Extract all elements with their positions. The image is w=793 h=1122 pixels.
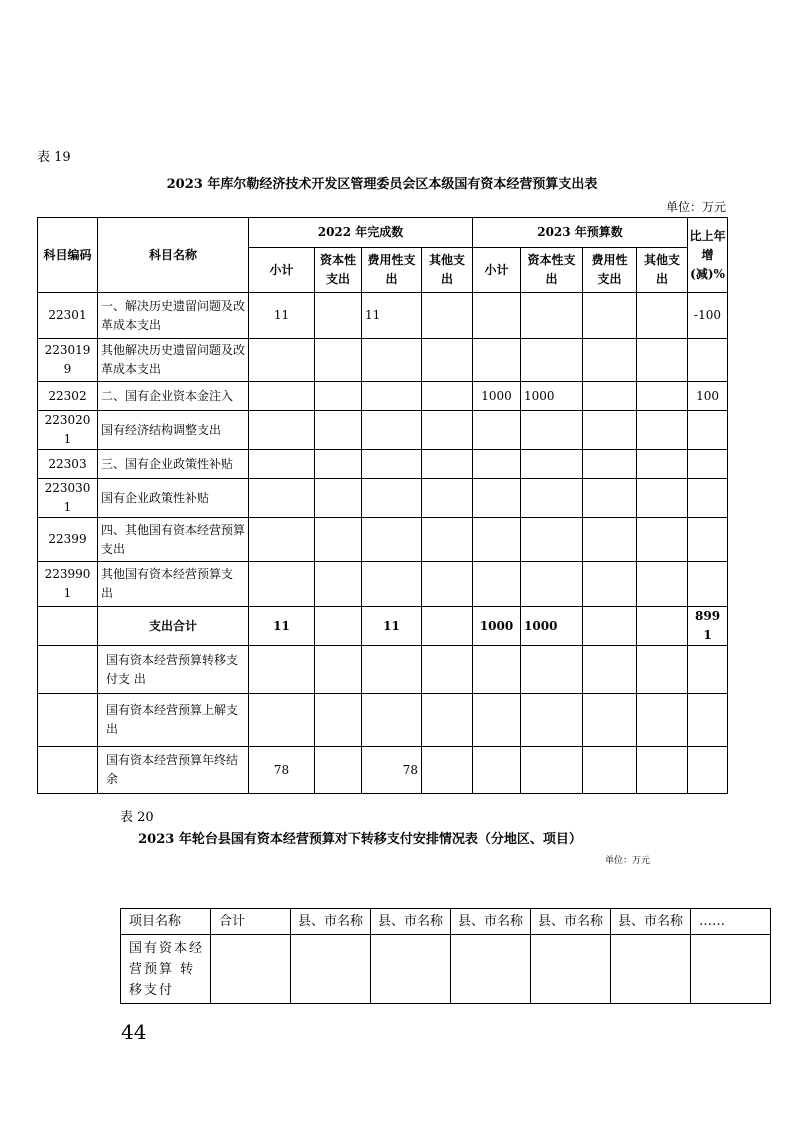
total-2023-capital: 1000	[521, 607, 583, 646]
table-20-label: 表 20	[120, 810, 154, 825]
cell-2023-expense	[583, 562, 637, 607]
row-name: 二、国有企业资本金注入	[98, 382, 249, 411]
cell-2023-other	[637, 411, 688, 450]
table-row	[38, 518, 728, 562]
cell-2023-other	[637, 646, 688, 694]
row-code: 2230301	[38, 479, 98, 518]
cell-2022-subtotal	[249, 694, 315, 747]
total-code	[38, 607, 98, 646]
table-row	[121, 935, 771, 1004]
row-code: 2230201	[38, 411, 98, 450]
table-row	[38, 450, 728, 479]
header-county: 县、市名称	[371, 909, 451, 935]
table-row	[38, 747, 728, 794]
row-name: 国有资本经营预算年终结余	[98, 747, 249, 794]
cell-2023-other	[637, 562, 688, 607]
row-name: 一、解决历史遗留问题及改革成本支出	[98, 293, 249, 339]
cell-2022-subtotal	[249, 646, 315, 694]
cell-change	[688, 747, 728, 794]
cell-change	[688, 694, 728, 747]
row-code	[38, 646, 98, 694]
table-19-title: 2023 年库尔勒经济技术开发区管理委员会区本级国有资本经营预算支出表	[166, 177, 598, 192]
cell-2022-capital	[315, 479, 362, 518]
cell-2023-other	[637, 450, 688, 479]
cell-2023-other	[637, 339, 688, 382]
cell-2023-capital	[521, 694, 583, 747]
cell-empty	[211, 935, 291, 1004]
total-change: 8991	[688, 607, 728, 646]
cell-2023-expense	[583, 518, 637, 562]
cell-2022-expense	[362, 339, 422, 382]
cell-2022-other	[422, 293, 473, 339]
cell-change	[688, 562, 728, 607]
total-2022-expense: 11	[362, 607, 422, 646]
cell-2023-subtotal	[473, 293, 521, 339]
cell-2022-subtotal	[249, 411, 315, 450]
cell-2022-expense: 78	[362, 747, 422, 794]
row-code: 22399	[38, 518, 98, 562]
row-code	[38, 694, 98, 747]
cell-empty	[691, 935, 771, 1004]
total-2023-subtotal: 1000	[473, 607, 521, 646]
cell-2023-other	[637, 382, 688, 411]
cell-2022-expense	[362, 562, 422, 607]
cell-2022-subtotal: 78	[249, 747, 315, 794]
header-code: 科目编码	[38, 218, 98, 293]
row-name: 国有企业政策性补贴	[98, 479, 249, 518]
total-2023-other	[637, 607, 688, 646]
row-code: 2239901	[38, 562, 98, 607]
cell-2022-subtotal	[249, 479, 315, 518]
cell-2022-expense	[362, 518, 422, 562]
cell-change	[688, 479, 728, 518]
cell-2022-capital	[315, 339, 362, 382]
row-name: 其他国有资本经营预算支 出	[98, 562, 249, 607]
row-name: 其他解决历史遗留问题及改革成本支出	[98, 339, 249, 382]
cell-empty	[611, 935, 691, 1004]
table-20-title: 2023 年轮台县国有资本经营预算对下转移支付安排情况表（分地区、项目）	[138, 832, 582, 847]
cell-2023-expense	[583, 293, 637, 339]
cell-2022-capital	[315, 293, 362, 339]
cell-2023-expense	[583, 339, 637, 382]
cell-2023-subtotal: 1000	[473, 382, 521, 411]
cell-2022-expense	[362, 646, 422, 694]
cell-2022-subtotal: 11	[249, 293, 315, 339]
total-2022-capital	[315, 607, 362, 646]
cell-change	[688, 339, 728, 382]
cell-2023-subtotal	[473, 450, 521, 479]
cell-2022-other	[422, 646, 473, 694]
cell-2022-other	[422, 339, 473, 382]
table-20-unit: 单位：万元	[604, 856, 650, 866]
table-19-unit: 单位：万元	[665, 200, 726, 214]
cell-2022-capital	[315, 382, 362, 411]
cell-2023-subtotal	[473, 747, 521, 794]
cell-2022-other	[422, 411, 473, 450]
cell-2023-other	[637, 293, 688, 339]
cell-change	[688, 411, 728, 450]
table-19	[37, 217, 728, 794]
cell-2022-expense	[362, 382, 422, 411]
header-2022-capital: 资本性支出	[315, 248, 362, 293]
cell-2023-subtotal	[473, 694, 521, 747]
cell-2022-other	[422, 479, 473, 518]
cell-2022-subtotal	[249, 562, 315, 607]
header-2022-subtotal: 小计	[249, 248, 315, 293]
table-row	[38, 382, 728, 411]
header-project-name: 项目名称	[121, 909, 211, 935]
cell-2023-expense	[583, 479, 637, 518]
cell-2022-other	[422, 518, 473, 562]
cell-empty	[291, 935, 371, 1004]
cell-2023-capital: 1000	[521, 382, 583, 411]
cell-2022-subtotal	[249, 450, 315, 479]
cell-2022-expense	[362, 694, 422, 747]
cell-2023-other	[637, 518, 688, 562]
cell-2023-expense	[583, 382, 637, 411]
cell-2022-other	[422, 450, 473, 479]
cell-2023-capital	[521, 450, 583, 479]
header-ellipsis: ……	[691, 909, 771, 935]
row-name: 四、其他国有资本经营预算支出	[98, 518, 249, 562]
table-row	[38, 293, 728, 339]
cell-2022-expense	[362, 450, 422, 479]
table-row	[38, 646, 728, 694]
cell-2023-expense	[583, 747, 637, 794]
table-row	[38, 411, 728, 450]
cell-2023-other	[637, 694, 688, 747]
cell-2022-expense	[362, 479, 422, 518]
cell-change: -100	[688, 293, 728, 339]
cell-2022-capital	[315, 646, 362, 694]
header-2023: 2023 年预算数	[473, 218, 688, 248]
cell-2023-other	[637, 479, 688, 518]
cell-2022-capital	[315, 694, 362, 747]
total-2023-expense	[583, 607, 637, 646]
cell-2023-capital	[521, 562, 583, 607]
header-2023-expense: 费用性支出	[583, 248, 637, 293]
total-row	[38, 607, 728, 646]
cell-2023-expense	[583, 646, 637, 694]
cell-2023-capital	[521, 339, 583, 382]
cell-empty	[531, 935, 611, 1004]
cell-change	[688, 450, 728, 479]
header-change: 比上年增(减)%	[688, 218, 728, 293]
header-total: 合计	[211, 909, 291, 935]
row-code	[38, 747, 98, 794]
cell-2022-capital	[315, 518, 362, 562]
table-row	[38, 694, 728, 747]
cell-2023-subtotal	[473, 646, 521, 694]
cell-2023-capital	[521, 479, 583, 518]
row-code: 22303	[38, 450, 98, 479]
row-name: 国有资本经营预算 转移支付	[121, 935, 211, 1004]
table-row	[38, 339, 728, 382]
cell-2022-expense	[362, 411, 422, 450]
cell-change	[688, 646, 728, 694]
cell-2023-subtotal	[473, 562, 521, 607]
cell-2023-capital	[521, 518, 583, 562]
cell-2023-expense	[583, 694, 637, 747]
cell-2022-expense: 11	[362, 293, 422, 339]
header-name: 科目名称	[98, 218, 249, 293]
row-name: 国有资本经营预算转移支付支 出	[98, 646, 249, 694]
row-name: 国有资本经营预算上解支出	[98, 694, 249, 747]
cell-2022-subtotal	[249, 339, 315, 382]
cell-2023-capital	[521, 411, 583, 450]
total-2022-other	[422, 607, 473, 646]
row-code: 22302	[38, 382, 98, 411]
header-county: 县、市名称	[291, 909, 371, 935]
row-name: 三、国有企业政策性补贴	[98, 450, 249, 479]
row-code: 2230199	[38, 339, 98, 382]
cell-2023-subtotal	[473, 339, 521, 382]
cell-2022-other	[422, 747, 473, 794]
cell-2023-expense	[583, 411, 637, 450]
cell-2023-subtotal	[473, 479, 521, 518]
cell-2022-capital	[315, 562, 362, 607]
header-2022-expense: 费用性支出	[362, 248, 422, 293]
cell-change: 100	[688, 382, 728, 411]
header-county: 县、市名称	[451, 909, 531, 935]
cell-2023-subtotal	[473, 411, 521, 450]
table-20	[120, 908, 771, 1004]
row-code: 22301	[38, 293, 98, 339]
cell-2022-other	[422, 562, 473, 607]
total-label: 支出合计	[98, 607, 249, 646]
header-county: 县、市名称	[611, 909, 691, 935]
total-2022-subtotal: 11	[249, 607, 315, 646]
header-2023-other: 其他支出	[637, 248, 688, 293]
table-row	[38, 562, 728, 607]
cell-2022-subtotal	[249, 518, 315, 562]
header-2023-subtotal: 小计	[473, 248, 521, 293]
cell-change	[688, 518, 728, 562]
header-2022-other: 其他支出	[422, 248, 473, 293]
header-county: 县、市名称	[531, 909, 611, 935]
cell-empty	[371, 935, 451, 1004]
page-number: 44	[121, 1020, 147, 1044]
cell-2023-capital	[521, 646, 583, 694]
cell-2022-subtotal	[249, 382, 315, 411]
header-2023-capital: 资本性支出	[521, 248, 583, 293]
header-2022: 2022 年完成数	[249, 218, 473, 248]
cell-2023-subtotal	[473, 518, 521, 562]
cell-2022-other	[422, 382, 473, 411]
cell-2022-capital	[315, 411, 362, 450]
cell-2023-capital	[521, 747, 583, 794]
table-row	[38, 479, 728, 518]
cell-2023-capital	[521, 293, 583, 339]
table-19-label: 表 19	[37, 150, 71, 165]
cell-empty	[451, 935, 531, 1004]
cell-2022-other	[422, 694, 473, 747]
row-name: 国有经济结构调整支出	[98, 411, 249, 450]
cell-2022-capital	[315, 450, 362, 479]
cell-2023-expense	[583, 450, 637, 479]
cell-2022-capital	[315, 747, 362, 794]
cell-2023-other	[637, 747, 688, 794]
